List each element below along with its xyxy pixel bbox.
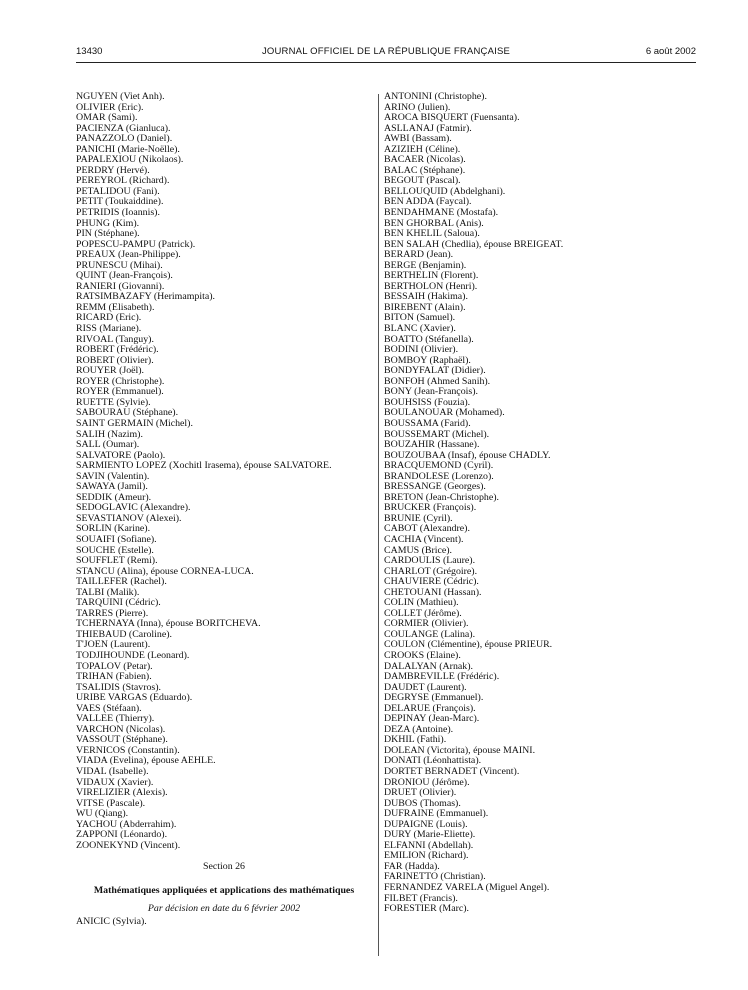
list-item: SAVIN (Valentin).: [76, 470, 150, 482]
list-item: TODJIHOUNDE (Leonard).: [76, 649, 190, 661]
list-item: ELFANNI (Abdellah).: [384, 839, 474, 851]
list-item: AROCA BISQUERT (Fuensanta).: [384, 112, 520, 124]
list-item: SOUCHE (Estelle).: [76, 544, 154, 556]
left-name-list: [76, 92, 372, 851]
list-item: FARINETTO (Christian).: [384, 871, 486, 883]
list-item: BOUZOUBAA (Insaf), épouse CHADLY.: [384, 449, 551, 461]
list-item: BOULANOUAR (Mohamed).: [384, 407, 505, 419]
list-item: SEDDIK (Ameur).: [76, 491, 152, 503]
list-item: PHUNG (Kim).: [76, 217, 140, 229]
list-item: SALL (Oumar).: [76, 439, 140, 451]
list-item: YACHOU (Abderrahim).: [76, 818, 177, 830]
list-item: BOUHSISS (Fouzia).: [384, 396, 471, 408]
list-item: CARDOULIS (Laure).: [384, 555, 476, 567]
list-item: VIADA (Evelina), épouse AEHLE.: [76, 755, 216, 767]
list-item: BEN GHORBAL (Anis).: [384, 217, 484, 229]
list-item: VIDAL (Isabelle).: [76, 766, 149, 777]
list-item: BIREBENT (Alain).: [384, 301, 466, 313]
list-item: AZIZIEH (Céline).: [384, 143, 461, 155]
list-item: SARMIENTO LOPEZ (Xochitl Irasema), épouse SALVATORE.: [76, 460, 332, 472]
list-item: BELLOUQUID (Abdelghani).: [384, 185, 506, 197]
list-item: BOUSSEMART (Michel).: [384, 428, 490, 440]
list-item: NGUYEN (Viet Anh).: [76, 91, 165, 102]
list-item: BRUNIE (Cyril).: [384, 512, 453, 524]
list-item: RIVOAL (Tanguy).: [76, 333, 154, 345]
list-item: TOPALOV (Petar).: [76, 660, 153, 672]
right-name-list: [384, 92, 694, 915]
list-item: VERNICOS (Constantin).: [76, 744, 180, 756]
list-item: BOUZAHIR (Hassane).: [384, 439, 480, 451]
list-item: CABOT (Alexandre).: [384, 523, 470, 535]
list-item: PEREYROL (Richard).: [76, 175, 170, 187]
section-decision: Par décision en date du 6 février 2002: [147, 903, 301, 915]
list-item: SABOURAU (Stéphane).: [76, 407, 179, 419]
section-name-list: [76, 917, 372, 928]
list-item: WU (Qiang).: [76, 808, 129, 820]
list-item: BEGOUT (Pascal).: [384, 175, 461, 187]
list-item: PETALIDOU (Fani).: [76, 185, 160, 197]
page-number: 13430: [76, 46, 103, 57]
list-item: TSALIDIS (Stavros).: [76, 681, 162, 693]
list-item: BERTHELIN (Florent).: [384, 270, 479, 282]
list-item: PIN (Stéphane).: [76, 228, 140, 240]
list-item: SOUFFLET (Remi).: [76, 555, 158, 567]
list-item: DEGRYSE (Emmanuel).: [384, 692, 484, 704]
list-item: ROYER (Christophe).: [76, 375, 165, 387]
list-item: AWBI (Bassam).: [384, 133, 452, 145]
list-item: VITSE (Pascale).: [76, 797, 146, 809]
list-item: SALVATORE (Paolo).: [76, 449, 166, 461]
list-item: PACIENZA (Gianluca).: [76, 122, 171, 134]
list-item: BONDYFALAT (Didier).: [384, 365, 486, 377]
list-item: BITON (Samuel).: [384, 312, 456, 324]
list-item: SEVASTIANOV (Alexei).: [76, 512, 182, 524]
list-item: BEN KHELIL (Saloua).: [384, 228, 480, 240]
list-item: ANICIC (Sylvia).: [76, 916, 147, 928]
list-item: BACAER (Nicolas).: [384, 154, 466, 166]
list-item: OMAR (Sami).: [76, 112, 138, 124]
list-item: SOUAIFI (Sofiane).: [76, 533, 157, 545]
list-item: BALAC (Stéphane).: [384, 164, 466, 176]
list-item: BERARD (Jean).: [384, 249, 454, 261]
list-item: PRUNESCU (Mihai).: [76, 259, 163, 271]
publication-date: 6 août 2002: [645, 46, 696, 57]
list-item: OLIVIER (Eric).: [76, 101, 144, 113]
list-item: BOMBOY (Raphaël).: [384, 354, 471, 366]
left-column: [76, 92, 372, 928]
list-item: CORMIER (Olivier).: [384, 618, 469, 630]
list-item: TARRES (Pierre).: [76, 607, 149, 619]
list-item: VALLEE (Thierry).: [76, 713, 155, 725]
list-item: TAILLEFER (Rachel).: [76, 576, 167, 588]
list-item: RANIERI (Giovanni).: [76, 280, 165, 292]
list-item: TRIHAN (Fabien).: [76, 671, 152, 683]
list-item: DEZA (Antoine).: [384, 723, 454, 735]
list-item: BENDAHMANE (Mostafa).: [384, 207, 499, 219]
list-item: BESSAIH (Hakima).: [384, 291, 468, 303]
list-item: BOATTO (Stéfanella).: [384, 333, 474, 345]
list-item: URIBE VARGAS (Eduardo).: [76, 692, 193, 704]
header-rule: [76, 62, 696, 63]
list-item: SEDOGLAVIC (Alexandre).: [76, 502, 191, 514]
list-item: CHARLOT (Grégoire).: [384, 565, 478, 577]
list-item: PETRIDIS (Ioannis).: [76, 207, 160, 219]
list-item: CHETOUANI (Hassan).: [384, 586, 482, 598]
list-item: DOLEAN (Victorita), épouse MAINI.: [384, 744, 536, 756]
list-item: BERTHOLON (Henri).: [384, 280, 478, 292]
list-item: VASSOUT (Stéphane).: [76, 734, 168, 746]
list-item: BODINI (Olivier).: [384, 344, 459, 356]
list-item: ZAPPONI (Léonardo).: [76, 829, 168, 841]
list-item: DONATI (Léonhattista).: [384, 755, 482, 767]
list-item: CHAUVIERE (Cédric).: [384, 576, 479, 588]
list-item: SORLIN (Karine).: [76, 523, 151, 535]
list-item: BEN ADDA (Faycal).: [384, 196, 472, 208]
list-item: RUETTE (Sylvie).: [76, 396, 151, 408]
list-item: FORESTIER (Marc).: [384, 903, 470, 915]
list-item: TCHERNAYA (Inna), épouse BORITCHEVA.: [76, 618, 261, 630]
list-item: ANTONINI (Christophe).: [384, 91, 487, 102]
list-item: DALALYAN (Arnak).: [384, 660, 473, 672]
list-item: DELARUE (François).: [384, 702, 476, 714]
list-item: RISS (Mariane).: [76, 323, 142, 335]
right-column: [384, 92, 694, 915]
list-item: BRESSANGE (Georges).: [384, 481, 486, 493]
list-item: TARQUINI (Cédric).: [76, 597, 161, 609]
list-item: REMM (Elisabeth).: [76, 301, 155, 313]
list-item: DEPINAY (Jean-Marc).: [384, 713, 480, 725]
list-item: BERGE (Benjamin).: [384, 259, 467, 271]
list-item: DUBOS (Thomas).: [384, 797, 461, 809]
list-item: BRETON (Jean-Christophe).: [384, 491, 500, 503]
list-item: CACHIA (Vincent).: [384, 533, 464, 545]
list-item: RICARD (Eric).: [76, 312, 142, 324]
list-item: TALBI (Malik).: [76, 586, 140, 598]
list-item: DKHIL (Fathi).: [384, 734, 447, 746]
list-item: DORTET BERNADET (Vincent).: [384, 766, 520, 777]
list-item: VIDAUX (Xavier).: [76, 776, 154, 788]
list-item: ROBERT (Olivier).: [76, 354, 154, 366]
list-item: COLLET (Jérôme).: [384, 607, 462, 619]
list-item: CROOKS (Elaine).: [384, 649, 461, 661]
list-item: BRACQUEMOND (Cyril).: [384, 460, 494, 472]
list-item: DRONIOU (Jérôme).: [384, 776, 470, 788]
list-item: SAINT GERMAIN (Michel).: [76, 417, 193, 429]
list-item: ARINO (Julien).: [384, 101, 451, 113]
list-item: COLIN (Mathieu).: [384, 597, 459, 609]
list-item: BLANC (Xavier).: [384, 323, 456, 335]
page-header: [76, 44, 696, 60]
list-item: SALIH (Nazim).: [76, 428, 143, 440]
list-item: ROBERT (Frédéric).: [76, 344, 159, 356]
list-item: DUPAIGNE (Louis).: [384, 818, 468, 830]
list-item: DAUDET (Laurent).: [384, 681, 467, 693]
list-item: EMILION (Richard).: [384, 850, 469, 862]
list-item: CAMUS (Brice).: [384, 544, 453, 556]
list-item: PREAUX (Jean-Philippe).: [76, 249, 181, 261]
list-item: FAR (Hadda).: [384, 860, 440, 872]
section-subject: Mathématiques appliquées et applications des mathématiques: [93, 885, 355, 897]
list-item: PETIT (Toukaiddine).: [76, 196, 164, 208]
list-item: VAES (Stéfaan).: [76, 702, 142, 714]
list-item: PERDRY (Hervé).: [76, 164, 150, 176]
list-item: BOUSSAMA (Farid).: [384, 417, 471, 429]
list-item: VIRELIZIER (Alexis).: [76, 787, 168, 799]
list-item: STANCU (Alina), épouse CORNEA-LUCA.: [76, 565, 254, 577]
list-item: PANICHI (Marie-Noëlle).: [76, 143, 180, 155]
list-item: SAWAYA (Jamil).: [76, 481, 148, 493]
list-item: DUFRAINE (Emmanuel).: [384, 808, 489, 820]
list-item: VARCHON (Nicolas).: [76, 723, 166, 735]
list-item: ZOONEKYND (Vincent).: [76, 839, 181, 851]
list-item: BRANDOLESE (Lorenzo).: [384, 470, 494, 482]
list-item: FILBET (Francis).: [384, 892, 458, 904]
list-item: DURY (Marie-Eliette).: [384, 829, 476, 841]
column-divider: [378, 94, 379, 956]
list-item: ROYER (Emmanuel).: [76, 386, 164, 398]
list-item: FERNANDEZ VARELA (Miguel Angel).: [384, 882, 550, 894]
list-item: THIEBAUD (Caroline).: [76, 628, 172, 640]
list-item: QUINT (Jean-François).: [76, 270, 173, 282]
list-item: BONFOH (Ahmed Sanih).: [384, 375, 491, 387]
list-item: T'JOEN (Laurent).: [76, 639, 151, 651]
list-item: BEN SALAH (Chedlia), épouse BREIGEAT.: [384, 238, 564, 250]
list-item: COULON (Clémentine), épouse PRIEUR.: [384, 639, 553, 651]
list-item: BONY (Jean-François).: [384, 386, 478, 398]
list-item: RATSIMBAZAFY (Herimampita).: [76, 291, 215, 303]
list-item: DAMBREVILLE (Frédéric).: [384, 671, 500, 683]
list-item: BRUCKER (François).: [384, 502, 477, 514]
list-item: PANAZZOLO (Daniel).: [76, 133, 173, 145]
list-item: DRUET (Olivier).: [384, 787, 457, 799]
list-item: COULANGE (Lalina).: [384, 628, 476, 640]
list-item: PAPALEXIOU (Nikolaos).: [76, 154, 184, 166]
list-item: POPESCU-PAMPU (Patrick).: [76, 238, 196, 250]
list-item: ASLLANAJ (Fatmir).: [384, 122, 472, 134]
list-item: ROUYER (Joël).: [76, 365, 145, 377]
journal-title: JOURNAL OFFICIEL DE LA RÉPUBLIQUE FRANÇAISE: [261, 46, 511, 57]
section-title: Section 26: [203, 861, 245, 873]
